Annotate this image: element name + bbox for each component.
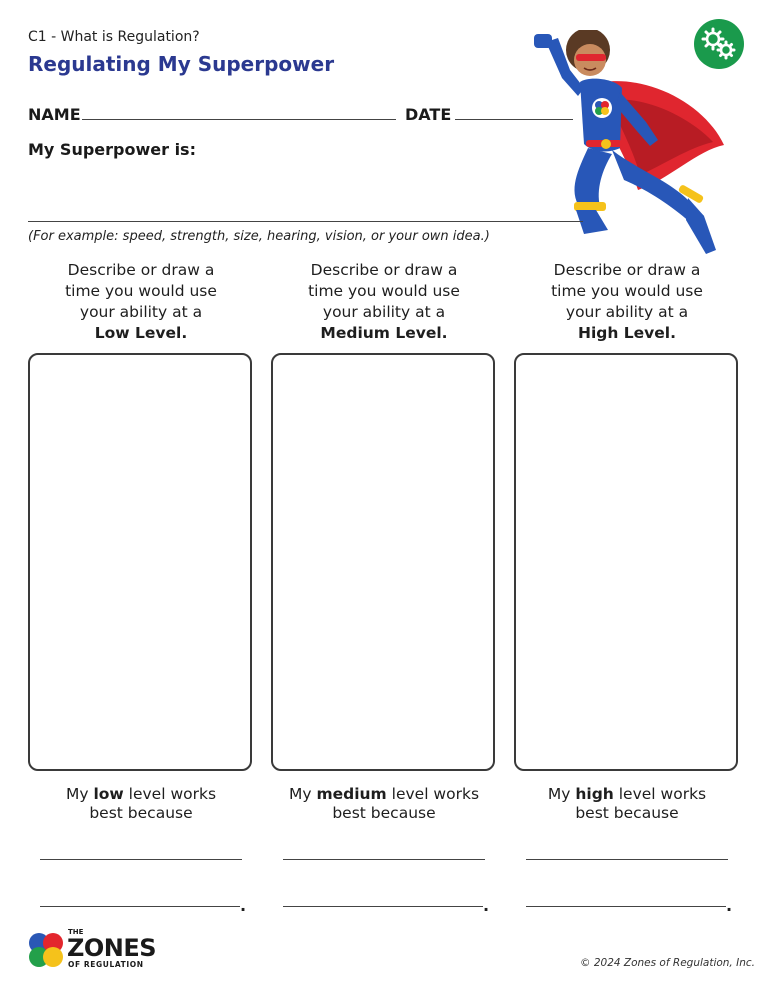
date-line[interactable] [455,119,573,120]
logo-of-regulation: OF REGULATION [68,960,144,969]
because-low: My low level works best because [65,785,217,822]
worksheet-subtitle: C1 - What is Regulation? [28,29,200,45]
answer-line-medium-2[interactable] [283,906,483,907]
period-mark: . [726,896,733,915]
answer-line-medium-1[interactable] [283,859,485,860]
period-mark: . [483,896,490,915]
superpower-label: My Superpower is: [28,140,196,159]
zones-logo-icon [26,930,68,970]
draw-box-high[interactable] [514,353,738,771]
answer-line-high-1[interactable] [526,859,728,860]
period-mark: . [240,896,247,915]
prompt-high: Describe or draw a time you would use your ability at a High Level. [551,261,703,342]
logo-zones: ZONES [67,934,157,962]
answer-line-high-2[interactable] [526,906,726,907]
superpower-line[interactable] [28,221,583,222]
date-label: DATE [405,105,452,124]
zones-of-regulation-logo [26,928,176,972]
example-hint: (For example: speed, strength, size, hearing, vision, or your own idea.) [28,229,490,244]
prompt-low: Describe or draw a time you would use your ability at a Low Level. [65,261,217,342]
because-high: My high level works best because [547,785,707,822]
worksheet-title: Regulating My Superpower [28,52,335,76]
answer-line-low-1[interactable] [40,859,242,860]
answer-line-low-2[interactable] [40,906,240,907]
logo-the: THE [68,928,84,936]
because-medium: My medium level works best because [288,785,480,822]
prompt-medium: Describe or draw a time you would use your ability at a Medium Level. [308,261,460,342]
superhero-illustration [528,30,728,260]
name-label: NAME [28,105,81,124]
name-line[interactable] [82,119,396,120]
draw-box-low[interactable] [28,353,252,771]
draw-box-medium[interactable] [271,353,495,771]
copyright: © 2024 Zones of Regulation, Inc. [580,957,755,969]
